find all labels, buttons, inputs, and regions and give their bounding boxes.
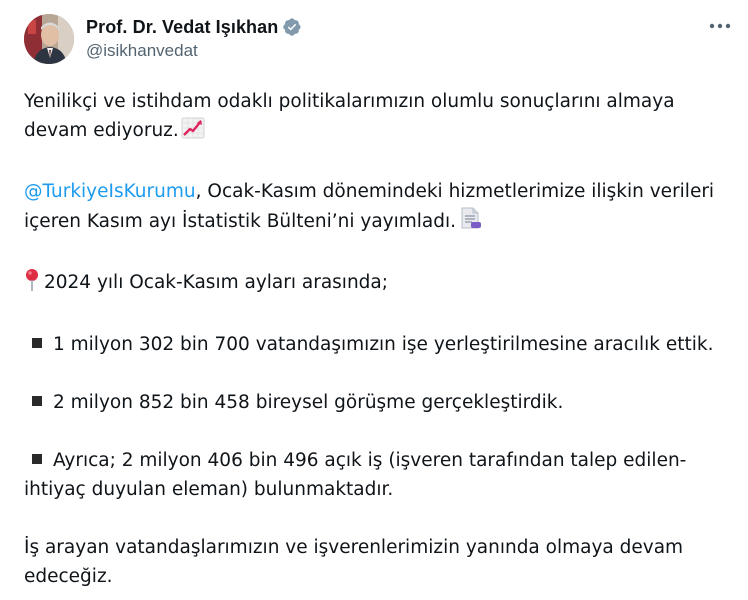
bullet-item-1-text: 1 milyon 302 bin 700 vatandaşımızın işe yerleştirilmesine aracılık ettik. <box>53 334 714 355</box>
round-pushpin-icon <box>24 268 40 301</box>
paragraph-2-line-2 <box>24 206 724 239</box>
document-icon <box>458 206 482 239</box>
author-display-name[interactable]: Prof. Dr. Vedat Işıkhan <box>86 16 279 37</box>
bullet-item-2 <box>24 388 724 417</box>
paragraph-2-line-1-text: , Ocak-Kasım dönemindeki hizmetlerimize ilişkin verileri <box>195 181 715 202</box>
avatar[interactable] <box>24 14 74 64</box>
bullet-item-2-text: 2 milyon 852 bin 458 bireysel görüşme gerçekleştirdik. <box>53 392 564 413</box>
intro-line-2 <box>24 116 724 148</box>
tweet-text <box>24 87 724 591</box>
closing-line-2: edeceğiz. <box>24 566 113 587</box>
more-options-icon[interactable] <box>708 16 732 36</box>
period-line <box>24 268 724 301</box>
paragraph-2-line-1 <box>24 177 724 206</box>
verified-badge-icon[interactable] <box>282 17 302 37</box>
avatar-image <box>24 14 74 64</box>
bullet-item-3-text: Ayrıca; 2 milyon 406 bin 496 açık iş (işveren tarafından talep edilen- <box>53 450 687 471</box>
intro-line-1: Yenilikçi ve istihdam odaklı politikalarımızın olumlu sonuçlarını almaya <box>24 91 675 112</box>
paragraph-2-line-2-text: içeren Kasım ayı İstatistik Bülteni’ni yayımladı. <box>24 211 457 232</box>
mention-link[interactable]: @TurkiyeIsKurumu <box>24 181 196 202</box>
black-square-bullet-icon <box>32 454 42 464</box>
bullet-item-3-line-2: ihtiyaç duyulan eleman) bulunmaktadır. <box>24 479 394 500</box>
author-name-row <box>86 15 302 39</box>
black-square-bullet-icon <box>32 396 42 406</box>
bullet-item-1 <box>24 330 724 359</box>
closing-line-1: İş arayan vatandaşlarımızın ve işverenlerimizin yanında olmaya devam <box>24 537 684 558</box>
black-square-bullet-icon <box>32 338 42 348</box>
chart-increasing-icon <box>181 117 205 148</box>
intro-line-2-text: devam ediyoruz. <box>24 120 179 141</box>
author-handle[interactable]: @isikhanvedat <box>86 41 198 60</box>
bullet-item-3-line-1 <box>24 446 724 475</box>
period-line-text: 2024 yılı Ocak-Kasım ayları arasında; <box>44 272 388 293</box>
